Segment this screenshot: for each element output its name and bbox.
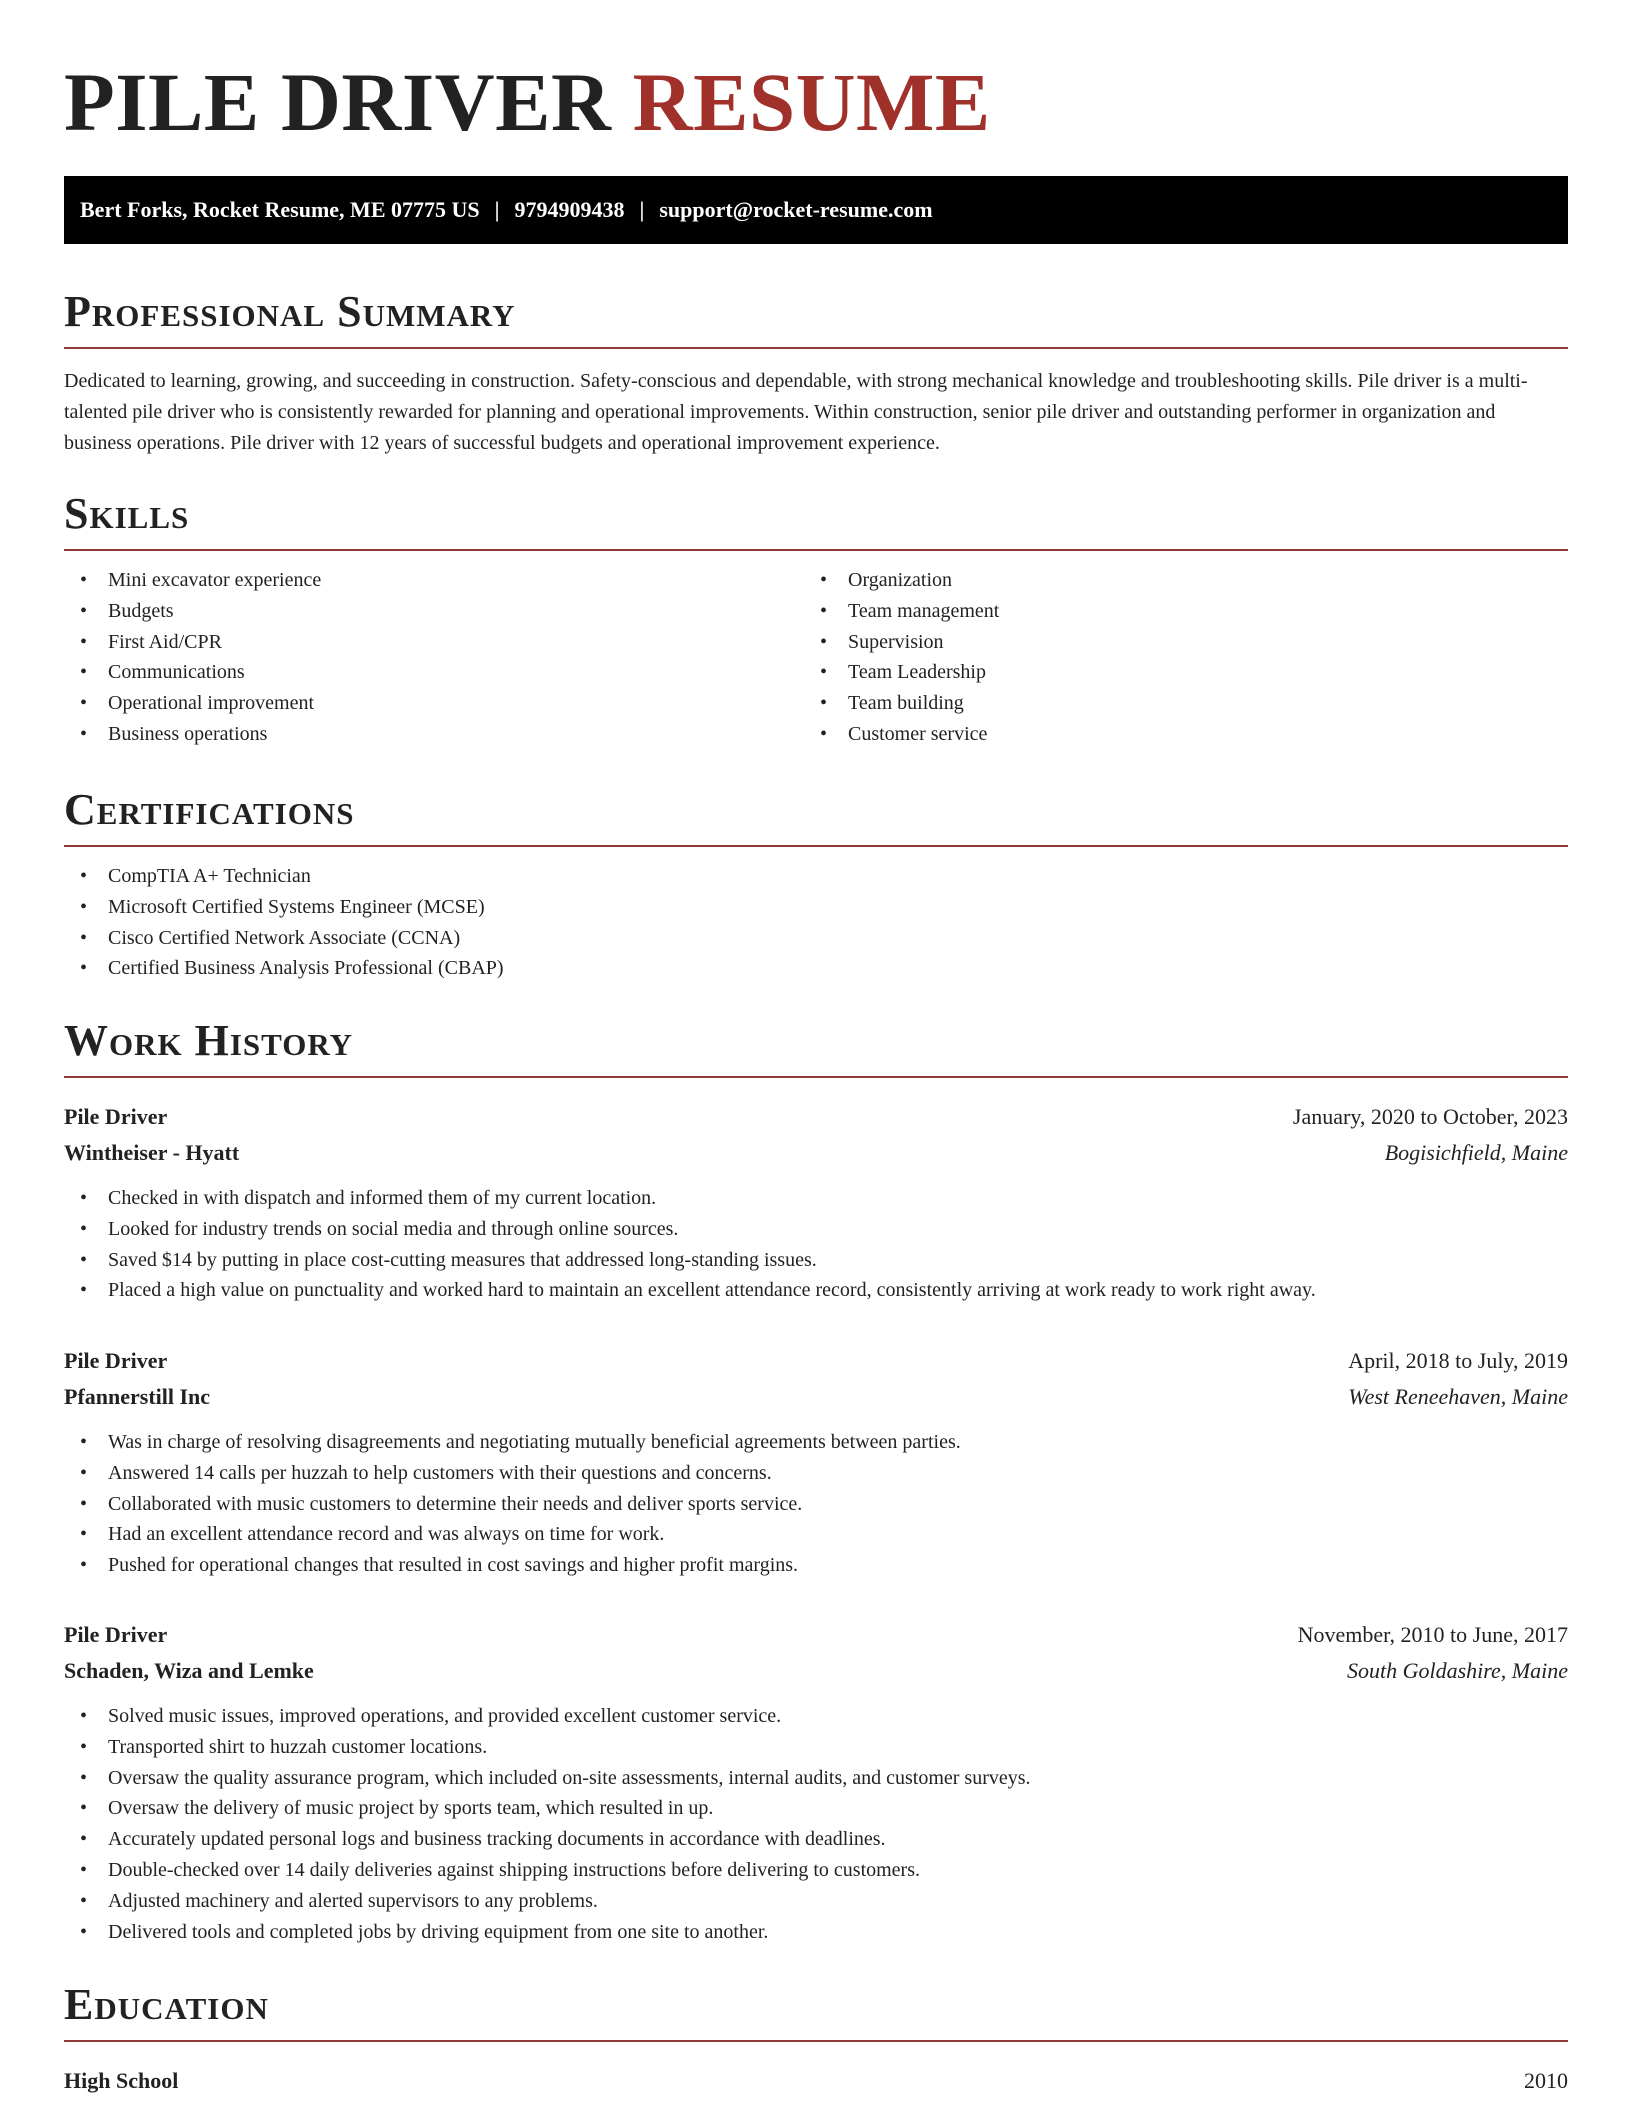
job-duties-list <box>64 1701 1568 1947</box>
job-duty: • Transported shirt to huzzah customer locations. <box>64 1732 1568 1763</box>
job-company-row <box>64 1653 1568 1689</box>
job-title: Pile Driver <box>64 1348 168 1373</box>
section-heading: Skills <box>64 489 190 538</box>
skill-item: • First Aid/CPR <box>64 627 804 658</box>
skill-item: • Organization <box>804 565 1544 596</box>
skill-item: • Team Leadership <box>804 657 1544 688</box>
job-entry <box>64 1617 1568 1947</box>
contact-email[interactable]: support@rocket-resume.com <box>659 197 933 222</box>
contact-separator: | <box>639 197 645 222</box>
job-header-row <box>64 1099 1568 1135</box>
job-duty: • Answered 14 calls per huzzah to help customers with their questions and concerns. <box>64 1458 1568 1489</box>
education-entry <box>64 2063 1568 2099</box>
job-duty: • Oversaw the quality assurance program, which included on-site assessments, internal audits, and customer surveys. <box>64 1763 1568 1794</box>
contact-address: Bert Forks, Rocket Resume, ME 07775 US <box>80 197 480 222</box>
job-location: South Goldashire, Maine <box>1347 1658 1568 1683</box>
job-duty: • Placed a high value on punctuality and worked hard to maintain an excellent attendance record, consistently arriving at work ready to work right away. <box>64 1275 1568 1306</box>
skills-list-left <box>64 565 804 750</box>
job-header-row <box>64 1617 1568 1653</box>
education-header-row <box>64 2063 1568 2099</box>
resume-page <box>64 0 1568 2093</box>
job-company: Wintheiser - Hyatt <box>64 1140 240 1165</box>
job-duty: • Saved $14 by putting in place cost-cutting measures that addressed long-standing issues. <box>64 1245 1568 1276</box>
skill-item: • Team building <box>804 688 1544 719</box>
job-duty: • Checked in with dispatch and informed them of my current location. <box>64 1183 1568 1214</box>
job-duty: • Pushed for operational changes that resulted in cost savings and higher profit margins. <box>64 1550 1568 1581</box>
skill-item: • Communications <box>64 657 804 688</box>
certification-item: • Certified Business Analysis Professional (CBAP) <box>64 953 1568 984</box>
education-degree: High School <box>64 2068 179 2093</box>
job-duties-list <box>64 1183 1568 1306</box>
section-divider <box>64 1076 1568 1078</box>
work-history-section <box>64 1016 1568 1078</box>
job-duties-list <box>64 1427 1568 1581</box>
certification-item: • Cisco Certified Network Associate (CCNA) <box>64 923 1568 954</box>
job-header-row <box>64 1343 1568 1379</box>
job-duty: • Solved music issues, improved operations, and provided excellent customer service. <box>64 1701 1568 1732</box>
job-dates: November, 2010 to June, 2017 <box>1297 1622 1568 1647</box>
job-dates: January, 2020 to October, 2023 <box>1292 1104 1568 1129</box>
job-company-row <box>64 1135 1568 1171</box>
title-job: PILE DRIVER <box>64 56 612 148</box>
section-divider <box>64 2040 1568 2042</box>
professional-summary-section <box>64 287 1568 479</box>
job-dates: April, 2018 to July, 2019 <box>1348 1348 1568 1373</box>
section-heading: Education <box>64 1980 269 2029</box>
skill-item: • Supervision <box>804 627 1544 658</box>
job-title: Pile Driver <box>64 1622 168 1647</box>
section-heading: Professional Summary <box>64 287 516 336</box>
job-entry <box>64 1099 1568 1306</box>
job-entry <box>64 1343 1568 1581</box>
skills-grid <box>64 551 1568 750</box>
job-duty: • Was in charge of resolving disagreements and negotiating mutually beneficial agreements between parties. <box>64 1427 1568 1458</box>
contact-bar <box>64 176 1568 244</box>
skill-item: • Mini excavator experience <box>64 565 804 596</box>
job-location: Bogisichfield, Maine <box>1384 1140 1568 1165</box>
skills-section <box>64 489 1568 750</box>
job-title: Pile Driver <box>64 1104 168 1129</box>
section-divider <box>64 845 1568 847</box>
job-duty: • Looked for industry trends on social media and through online sources. <box>64 1214 1568 1245</box>
job-duty: • Had an excellent attendance record and was always on time for work. <box>64 1519 1568 1550</box>
education-section <box>64 1980 1568 2042</box>
title-resume: RESUME <box>632 56 991 148</box>
skill-item: • Business operations <box>64 719 804 750</box>
certifications-section <box>64 785 1568 984</box>
skill-item: • Operational improvement <box>64 688 804 719</box>
education-year: 2010 <box>1524 2068 1568 2093</box>
section-heading: Work History <box>64 1016 354 1065</box>
skills-list-right <box>804 565 1544 750</box>
skill-item: • Team management <box>804 596 1544 627</box>
contact-separator: | <box>494 197 500 222</box>
job-duty: • Double-checked over 14 daily deliveries against shipping instructions before delivering to customers. <box>64 1855 1568 1886</box>
certification-item: • CompTIA A+ Technician <box>64 861 1568 892</box>
job-company: Schaden, Wiza and Lemke <box>64 1658 314 1683</box>
certification-item: • Microsoft Certified Systems Engineer (MCSE) <box>64 892 1568 923</box>
job-company-row <box>64 1379 1568 1415</box>
section-heading: Certifications <box>64 785 355 834</box>
skill-item: • Customer service <box>804 719 1544 750</box>
job-location: West Reneehaven, Maine <box>1348 1384 1568 1409</box>
summary-text: Dedicated to learning, growing, and succeeding in construction. Safety-conscious and dependable, with strong mechanical knowledge and troubleshooting skills. Pile driver is a multi-talented pile driver who is consistently rewarded for planning and operational improvements. Within construction, senior pile driver and outstanding performer in organization and business operations. Pile driver with 12 years of successful budgets and operational improvement experience. <box>64 370 1528 454</box>
skill-item: • Budgets <box>64 596 804 627</box>
certifications-list <box>64 861 1568 984</box>
job-duty: • Oversaw the delivery of music project by sports team, which resulted in up. <box>64 1793 1568 1824</box>
job-duty: • Adjusted machinery and alerted supervisors to any problems. <box>64 1886 1568 1917</box>
section-divider <box>64 347 1568 349</box>
job-company: Pfannerstill Inc <box>64 1384 211 1409</box>
job-duty: • Delivered tools and completed jobs by driving equipment from one site to another. <box>64 1917 1568 1948</box>
job-duty: • Collaborated with music customers to determine their needs and deliver sports service. <box>64 1489 1568 1520</box>
resume-title <box>64 0 1568 148</box>
job-duty: • Accurately updated personal logs and business tracking documents in accordance with deadlines. <box>64 1824 1568 1855</box>
contact-phone[interactable]: 9794909438 <box>514 197 625 222</box>
